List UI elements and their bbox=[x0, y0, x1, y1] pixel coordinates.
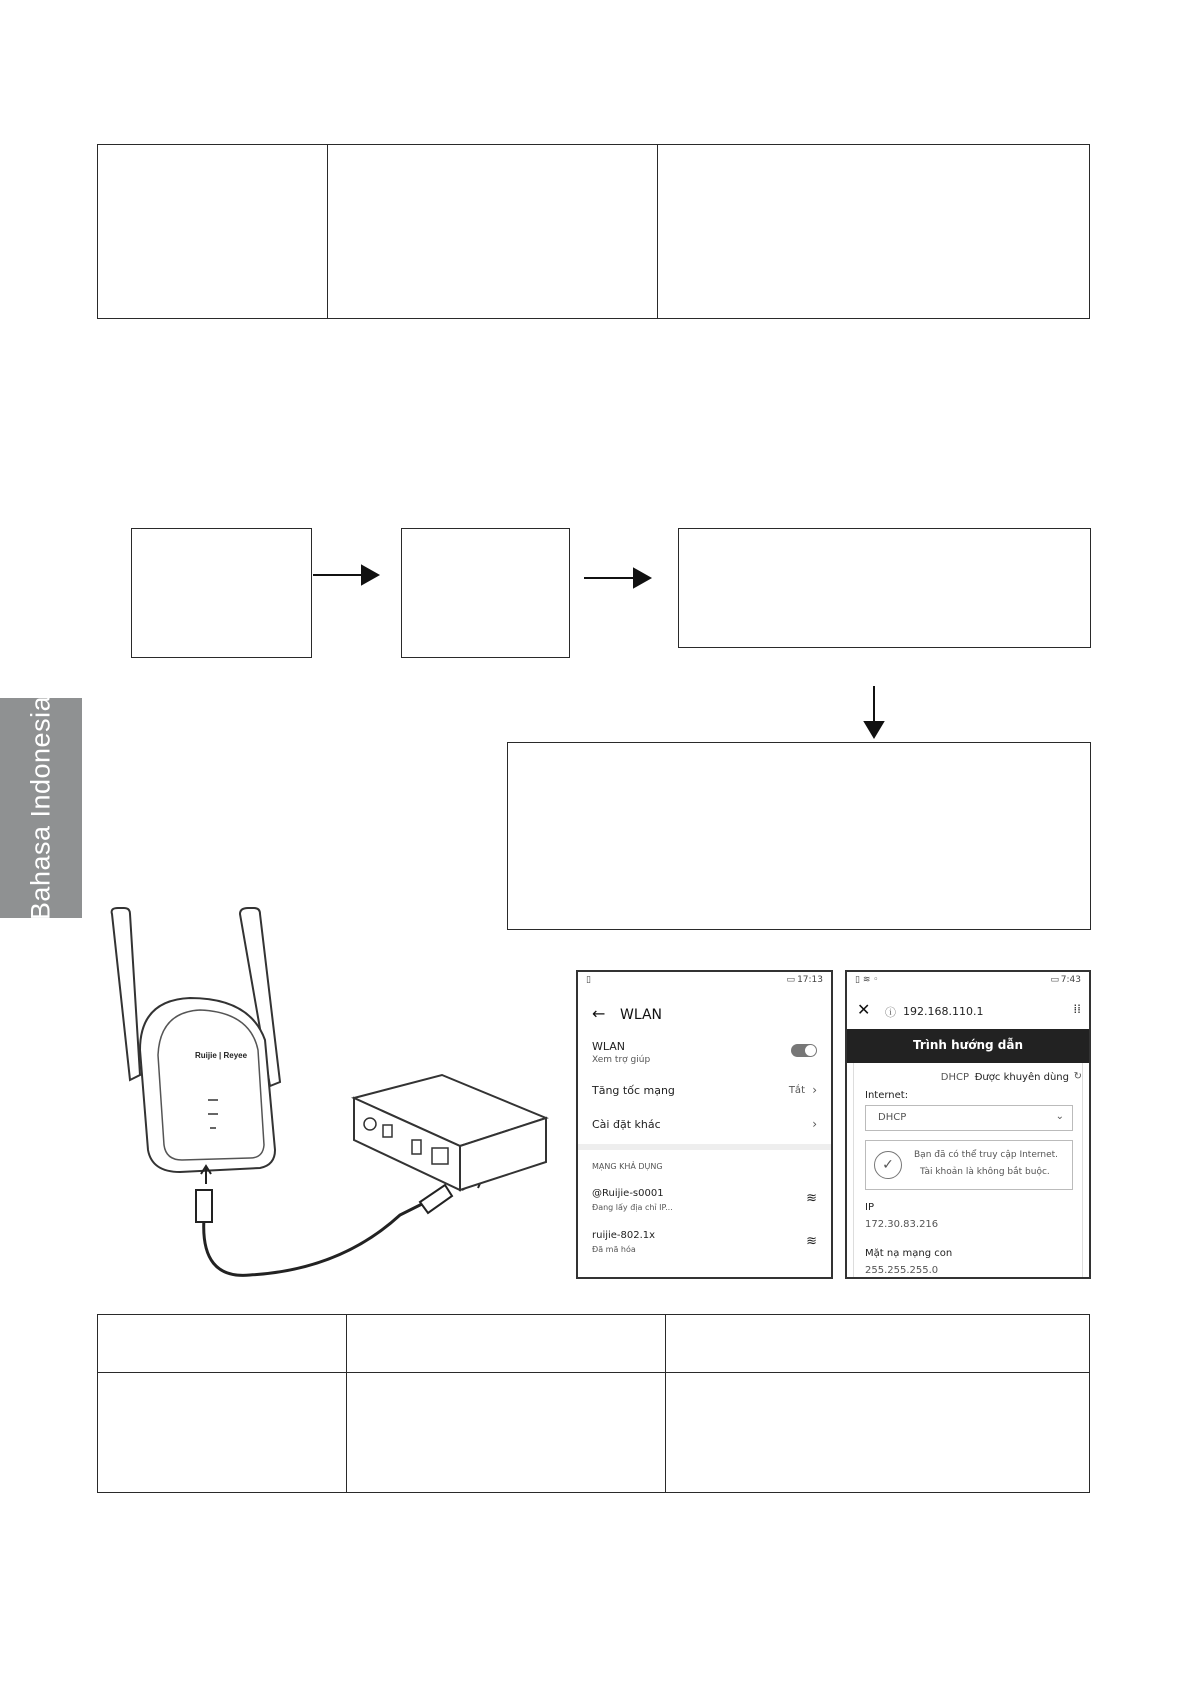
language-tab-label: Bahasa Indonesia bbox=[25, 695, 56, 921]
other-settings-item[interactable]: Cài đặt khác bbox=[592, 1118, 661, 1131]
wifi-signal-icon: ≋ bbox=[806, 1191, 817, 1206]
battery-icon: ▭ bbox=[1050, 975, 1059, 985]
wizard-banner-title: Trình hướng dẫn bbox=[912, 1038, 1024, 1052]
network-item-name[interactable]: ruijie-802.1x bbox=[592, 1230, 656, 1241]
router-lan-port bbox=[432, 1148, 448, 1164]
back-arrow-icon[interactable]: ← bbox=[592, 1004, 606, 1023]
cable-plug-left bbox=[196, 1190, 212, 1222]
network-item-status: Đang lấy địa chỉ IP... bbox=[592, 1203, 673, 1212]
device-illustration bbox=[100, 900, 560, 1280]
sim-icon: ▯ bbox=[586, 975, 591, 985]
phone-web-screen bbox=[845, 970, 1091, 1279]
dhcp-recommended-hint: Được khuyên dùng bbox=[974, 1072, 1069, 1083]
info-icon: ⓘ bbox=[885, 1006, 896, 1019]
arrow-down bbox=[865, 686, 883, 737]
network-speedup-value: Tắt bbox=[788, 1085, 805, 1096]
bottom-table-cell-2 bbox=[347, 1373, 666, 1493]
status-time: 17:13 bbox=[797, 975, 823, 985]
router-power-port bbox=[364, 1118, 376, 1130]
internet-type-select[interactable] bbox=[865, 1105, 1073, 1131]
notice-line-2: Tài khoản là không bắt buộc. bbox=[920, 1167, 1050, 1177]
language-side-tab bbox=[0, 695, 82, 921]
close-icon[interactable]: ✕ bbox=[857, 1000, 871, 1019]
status-bar bbox=[847, 972, 1089, 990]
extender-face bbox=[158, 1010, 264, 1160]
bottom-table-cell-1 bbox=[98, 1373, 347, 1493]
wlan-toggle-label: WLAN bbox=[592, 1040, 626, 1053]
chevron-right-icon: › bbox=[812, 1083, 817, 1097]
wlan-toggle[interactable] bbox=[791, 1044, 817, 1057]
arrow-right-1 bbox=[313, 566, 378, 584]
bottom-table-header-3 bbox=[666, 1315, 1090, 1373]
subnet-value: 255.255.255.0 bbox=[865, 1265, 939, 1276]
ip-value: 172.30.83.216 bbox=[865, 1219, 939, 1230]
bottom-table-header-2 bbox=[347, 1315, 666, 1373]
ethernet-cable bbox=[204, 1200, 430, 1275]
ip-label: IP bbox=[865, 1202, 874, 1213]
check-circle-icon: ✓ bbox=[874, 1151, 902, 1179]
wlan-help-link[interactable]: Xem trợ giúp bbox=[592, 1055, 651, 1065]
battery-icon: ▭ bbox=[786, 975, 795, 985]
router-port-2 bbox=[412, 1140, 421, 1154]
internet-type-value: DHCP bbox=[878, 1112, 907, 1123]
wizard-banner bbox=[847, 1029, 1089, 1063]
status-icons: ▯ ≋ ◦ bbox=[855, 975, 879, 985]
phone-wlan-screen bbox=[576, 970, 833, 1279]
left-antenna bbox=[112, 908, 140, 1080]
dhcp-hint-prefix: DHCP bbox=[940, 1072, 969, 1083]
section-divider bbox=[578, 1144, 831, 1150]
subnet-label: Mặt nạ mạng con bbox=[865, 1248, 953, 1259]
wifi-locked-icon: ≋ bbox=[806, 1234, 817, 1249]
bottom-table-cell-3 bbox=[666, 1373, 1090, 1493]
notice-line-1: Bạn đã có thể truy cập Internet. bbox=[914, 1150, 1059, 1160]
bottom-table-header-1 bbox=[98, 1315, 347, 1373]
internet-label: Internet: bbox=[865, 1090, 909, 1101]
cable-plug-right bbox=[420, 1185, 452, 1213]
network-item-status: Đã mã hóa bbox=[592, 1245, 636, 1254]
extender-logo: Ruijie | Reyee bbox=[195, 1051, 248, 1060]
network-item-name[interactable]: @Ruijie-s0001 bbox=[592, 1188, 664, 1199]
address-bar-url[interactable]: 192.168.110.1 bbox=[903, 1005, 984, 1018]
arrow-right-2 bbox=[584, 569, 650, 587]
network-speedup-item[interactable]: Tăng tốc mạng bbox=[592, 1084, 675, 1097]
more-menu-icon[interactable]: ⁞⁞ bbox=[1073, 1002, 1081, 1016]
router-port-1 bbox=[383, 1125, 392, 1137]
status-bar bbox=[578, 972, 831, 990]
available-networks-header: MẠNG KHẢ DỤNG bbox=[592, 1162, 663, 1171]
internet-notice-box bbox=[865, 1140, 1073, 1190]
status-time: 7:43 bbox=[1060, 975, 1081, 985]
refresh-icon[interactable]: ↻ bbox=[1073, 1071, 1082, 1082]
wlan-page-title: WLAN bbox=[620, 1007, 663, 1023]
chevron-right-icon: › bbox=[812, 1117, 817, 1131]
bottom-table bbox=[97, 1314, 1090, 1493]
chevron-down-icon: ⌄ bbox=[1055, 1111, 1064, 1122]
